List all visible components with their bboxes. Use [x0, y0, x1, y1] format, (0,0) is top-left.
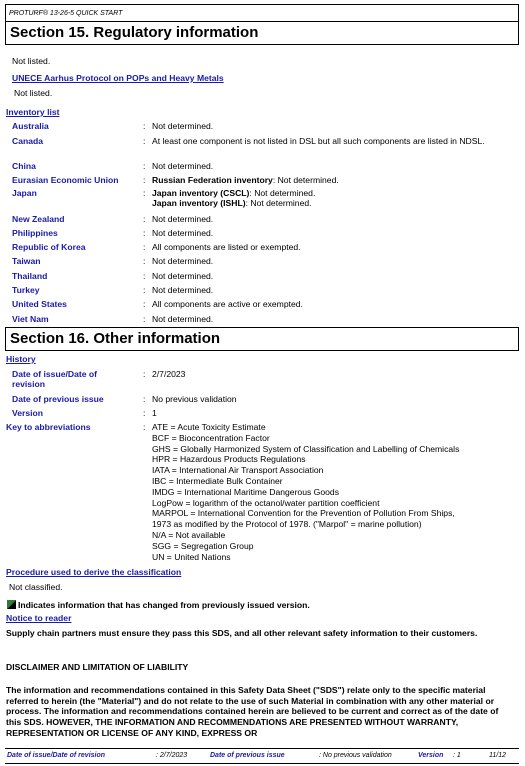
inventory-heading[interactable]: Inventory list — [6, 107, 60, 117]
disclaimer-heading: DISCLAIMER AND LIMITATION OF LIABILITY — [6, 662, 189, 672]
page-footer — [5, 748, 519, 764]
inventory-label: Republic of Korea — [12, 242, 86, 252]
abbrev-item: IBC = Intermediate Bulk Container — [152, 475, 283, 486]
abbrev-item: ATE = Acute Toxicity Estimate — [152, 422, 266, 432]
footer-date-label: Date of issue/Date of revision — [7, 752, 106, 759]
section-16-title: Section 16. Other information — [5, 327, 519, 351]
inventory-value: : Not determined. — [272, 175, 339, 185]
changed-note-text: Indicates information that has changed from previously issued version. — [18, 600, 310, 610]
inventory-value: Not determined. — [152, 256, 214, 266]
inventory-name: Japan inventory (CSCL) — [152, 188, 250, 198]
inventory-value: Not determined. — [152, 285, 214, 295]
disclaimer-text: The information and recommendations contained in this Safety Data Sheet ("SDS") relate only to the specific material referred to herein (the "Material") and do not relate to the use of such Material in combination with any other material or process. The information and recommendations contained herein are believed to be current and correct as of the date of this SDS. HOWEVER, THE INFORMATION AND RECOMMENDATIONS ARE PRESENTED WITHOUT WARRANTY, REPRESENTATION OR LICENSE OF ANY KIND, EXPRESS OR — [6, 685, 499, 738]
inventory-label: Canada — [12, 136, 44, 146]
inventory-value: Not determined. — [152, 228, 214, 238]
date-issue-value: 2/7/2023 — [152, 369, 186, 379]
supply-chain-text: Supply chain partners must ensure they pass this SDS, and all other relevant safety information to their customers. — [6, 628, 478, 638]
inventory-label: Taiwan — [12, 256, 41, 266]
inventory-value: Not determined. — [152, 271, 214, 281]
sds-page: PROTURF® 13-26-5 QUICK START Section 15. Regulatory information Not listed. UNECE Aarhus Protocol on POPs and Heavy Metals Not listed. Inventory list Australia : Not determined. Canada : At least one component is not listed in DSL but all such components are listed in NDSL. China : Not determined. Eurasian Economic Union : Russian Federation inventory: Not determined. Japan : Japan inventory (CSCL): Not determined. Japan inventory (ISHL): Not determined. New Zealand : Not determined. Philippines : Not determined. Republic of Korea : All components are listed or exempted. Taiwan : Not determined. Thailand : Not determined. Turkey : Not determined. United States : All components are active or exempted. Viet Nam : Not determined. Section 16. Other information History Date of issue/Date of revision : 2/7/2023 Date of previous issue : No previous validation Version : 1 Key to abbreviations : ATE = Acute Toxicity Estimate BCF = Bioconcentration Factor GHS = Globally Harmonized System of Classification and Labelling of Chemicals HPR = Hazardous Products Regulations IATA = International Air Transport Association IBC = Intermediate Bulk Container IMDG = International Maritime Dangerous Goods LogPow = logarithm of the octanol/water partition coefficient MARPOL = International Convention for the Prevention of Pollution From Ships, 1973 as modified by the Protocol of 1978. ("Marpol" = marine pollution) N/A = Not available SGG = Segregation Group UN = United Nations Procedure used to derive the classification Not classified. Indicates information that has changed from previously issued version. Notice to reader Supply chain partners must ensure they pass this SDS, and all other relevant safety information to their customers. DISCLAIMER AND LIMITATION OF LIABILITY The information and recommendations contained in this Safety Data Sheet ("SDS") relate only to the specific material referred to herein (the "Material") and do not relate to the use of such Material in combination with any other material or process. The information and recommendations contained herein are believed to be current and correct as of the date of this SDS. HOWEVER, THE INFORMATION AND RECOMMENDATIONS ARE PRESENTED WITHOUT WARRANTY, REPRESENTATION OR LICENSE OF ANY KIND, EXPRESS OR Date of issue/Date of revision : 2/7/2023 Date of previous issue : No previous validation Version : 1 11/12 — [5, 4, 519, 45]
date-prev-label: Date of previous issue — [12, 394, 104, 404]
inventory-label: Viet Nam — [12, 314, 49, 324]
not-listed-text: Not listed. — [12, 56, 51, 66]
inventory-label: Turkey — [12, 285, 40, 295]
footer-prev-label: Date of previous issue — [210, 752, 285, 759]
inventory-label: Eurasian Economic Union — [12, 175, 119, 185]
abbrev-list — [152, 422, 512, 562]
abbrev-item: UN = United Nations — [152, 551, 231, 562]
changed-marker-icon — [7, 600, 16, 609]
abbrev-item: N/A = Not available — [152, 529, 226, 540]
inventory-label: China — [12, 161, 36, 171]
abbrev-item: MARPOL = International Convention for the Prevention of Pollution From Ships, — [152, 508, 455, 519]
abbrev-item: IATA = International Air Transport Association — [152, 465, 324, 476]
footer-page-number: 11/12 — [489, 752, 506, 759]
footer-prev-value: : No previous validation — [319, 752, 392, 759]
abbrev-item: LogPow = logarithm of the octanol/water partition coefficient — [152, 497, 380, 508]
notice-heading[interactable]: Notice to reader — [6, 613, 72, 623]
not-listed-text-2: Not listed. — [14, 88, 53, 98]
footer-version-value: : 1 — [453, 752, 461, 759]
inventory-name: Japan inventory (ISHL) — [152, 198, 246, 208]
footer-version-label: Version — [418, 752, 444, 759]
inventory-label: United States — [12, 299, 67, 309]
abbrev-label: Key to abbreviations — [6, 422, 91, 432]
history-heading[interactable]: History — [6, 354, 36, 364]
abbrev-item: IMDG = International Maritime Dangerous Goods — [152, 486, 339, 497]
abbrev-item: GHS = Globally Harmonized System of Classification and Labelling of Chemicals — [152, 443, 460, 454]
inventory-value: Not determined. — [152, 161, 214, 171]
date-issue-label: Date of issue/Date of revision — [12, 369, 98, 389]
abbrev-item: 1973 as modified by the Protocol of 1978. ("Marpol" = marine pollution) — [152, 519, 422, 530]
inventory-label: New Zealand — [12, 214, 65, 224]
inventory-label: Philippines — [12, 228, 58, 238]
inventory-value: Not determined. — [152, 121, 214, 131]
inventory-value: Not determined. — [152, 214, 214, 224]
version-value: 1 — [152, 408, 157, 418]
inventory-value: At least one component is not listed in DSL but all such components are listed in NDSL. — [152, 136, 485, 146]
procedure-heading[interactable]: Procedure used to derive the classification — [6, 567, 182, 577]
inventory-value: All components are active or exempted. — [152, 299, 303, 309]
abbrev-item: HPR = Hazardous Products Regulations — [152, 454, 306, 465]
document-header: PROTURF® 13-26-5 QUICK START — [5, 4, 519, 21]
procedure-value: Not classified. — [9, 582, 63, 592]
inventory-name: Russian Federation inventory — [152, 175, 273, 185]
inventory-label: Australia — [12, 121, 49, 131]
inventory-value: : Not determined. — [245, 198, 312, 208]
unece-link[interactable]: UNECE Aarhus Protocol on POPs and Heavy Metals — [12, 73, 224, 83]
inventory-value: Not determined. — [152, 314, 214, 324]
inventory-value: : Not determined. — [249, 188, 316, 198]
changed-note — [7, 600, 310, 610]
abbrev-item: BCF = Bioconcentration Factor — [152, 432, 270, 443]
inventory-label: Thailand — [12, 271, 48, 281]
version-label: Version — [12, 408, 44, 418]
section-15-title: Section 15. Regulatory information — [5, 21, 519, 45]
abbrev-item: SGG = Segregation Group — [152, 540, 254, 551]
footer-date-value: : 2/7/2023 — [156, 752, 188, 759]
date-prev-value: No previous validation — [152, 394, 237, 404]
inventory-value: All components are listed or exempted. — [152, 242, 301, 252]
inventory-label: Japan — [12, 188, 37, 198]
